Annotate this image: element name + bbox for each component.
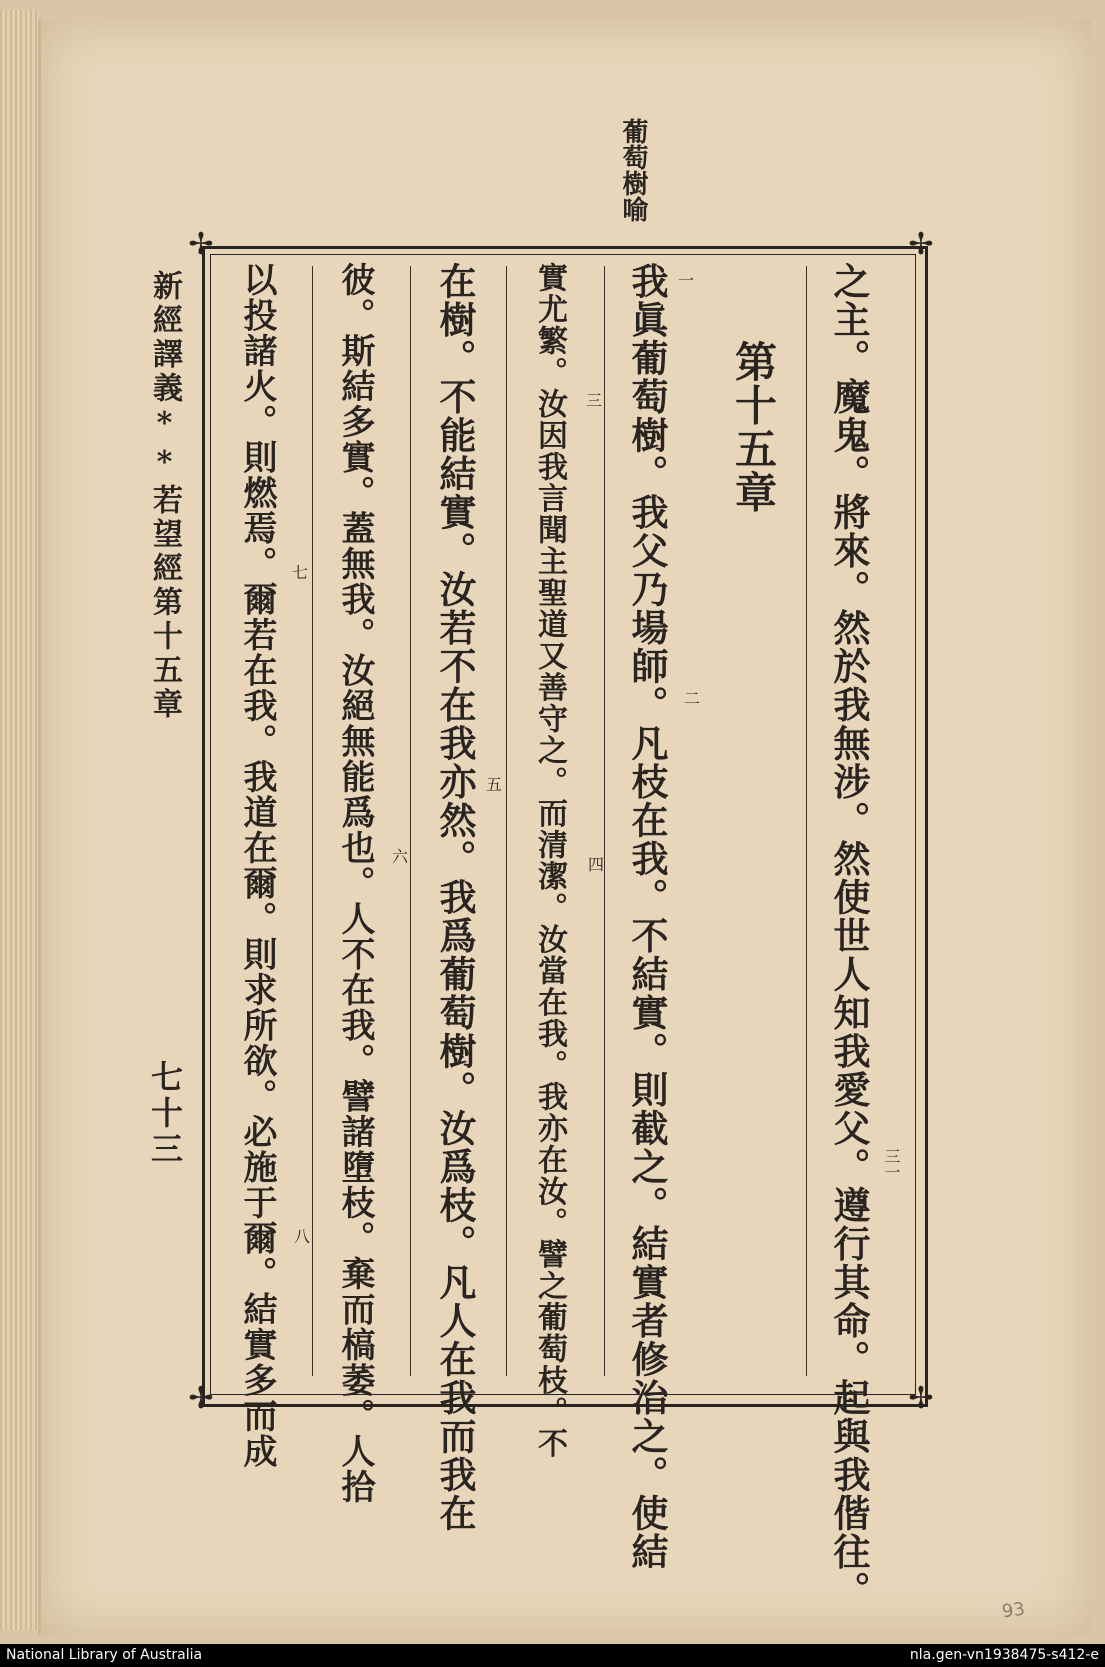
pencil-annotation: 93 — [1000, 1598, 1027, 1623]
column-separator — [806, 266, 807, 1376]
fleuron-corner-icon: ✢ — [908, 227, 934, 262]
text-column-5: 彼。斯結多實。蓋無我。汝絕無能爲也。人不在我。譬諸墮枝。棄而槁萎。人拾 — [335, 262, 375, 1505]
text-column-3: 實尤繁。汝因我言聞主聖道又善守之。而清潔。汝當在我。我亦在汝。譬之葡萄枝。不 — [532, 262, 567, 1459]
text-column-1: 之主。魔鬼。將來。然於我無涉。然使世人知我愛父。遵行其命。起與我偕往。 — [827, 262, 871, 1610]
verse-number: 三 — [586, 391, 603, 410]
column-separator — [506, 266, 507, 1376]
verse-number: 四 — [588, 855, 605, 874]
verse-number: 七 — [292, 563, 309, 582]
fleuron-corner-icon: ✢ — [908, 1381, 934, 1416]
verse-number: 五 — [486, 775, 503, 794]
footer-library-name: National Library of Australia — [6, 1647, 203, 1663]
verse-number: 八 — [294, 1227, 311, 1246]
footer-identifier: nla.gen-vn1938475-s412-e — [909, 1647, 1099, 1663]
footer-bar — [0, 1644, 1105, 1667]
column-separator — [604, 266, 605, 1376]
text-column-2: 我眞葡萄樹。我父乃場師。凡枝在我。不結實。則截之。結實者修治之。使結 — [625, 262, 669, 1571]
fleuron-corner-icon: ✢ — [188, 1381, 214, 1416]
page-edge-stack — [0, 10, 38, 1630]
column-separator — [410, 266, 411, 1376]
verse-number: 六 — [392, 847, 409, 866]
verse-number: 二 — [684, 689, 701, 708]
page-number: 七十三 — [146, 1060, 184, 1168]
side-note: 葡萄樹喻 — [618, 118, 648, 222]
fleuron-corner-icon: ✢ — [188, 227, 214, 262]
running-header: 新經譯義**若望經第十五章 — [147, 270, 182, 722]
verse-number: 一 — [678, 271, 695, 290]
column-separator — [312, 266, 313, 1376]
text-column-6: 以投諸火。則燃焉。爾若在我。我道在爾。則求所欲。必施于爾。結實多而成 — [237, 262, 277, 1469]
text-column-4: 在樹。不能結實。汝若不在我亦然。我爲葡萄樹。汝爲枝。凡人在我而我在 — [433, 262, 477, 1533]
chapter-title: 第十五章 — [729, 340, 778, 514]
verse-number: 三一 — [882, 1148, 901, 1180]
